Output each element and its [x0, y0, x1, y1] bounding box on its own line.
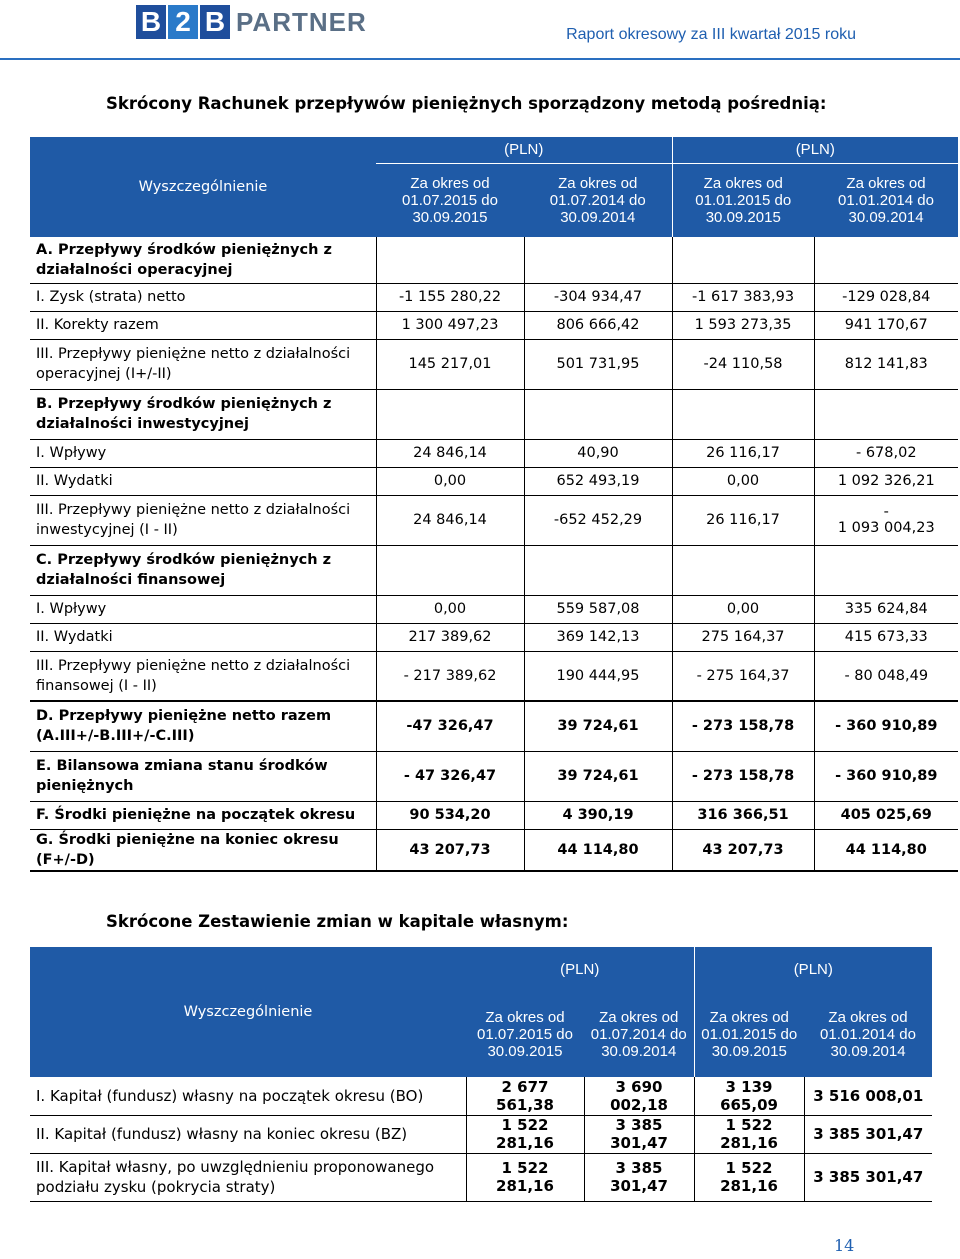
cash-flow-value [672, 545, 814, 595]
cash-flow-value: 40,90 [524, 439, 672, 467]
equity-currency-left: (PLN) [466, 947, 694, 991]
cash-flow-value: 4 390,19 [524, 801, 672, 829]
b2b-partner-logo [136, 4, 367, 40]
cash-flow-row-label: I. Wpływy [30, 595, 376, 623]
cash-flow-value: - 275 164,37 [672, 651, 814, 701]
equity-changes-title: Skrócone Zestawienie zmian w kapitale własnym: [106, 912, 569, 931]
cash-flow-value: 316 366,51 [672, 801, 814, 829]
cash-flow-value: 1 300 497,23 [376, 311, 524, 339]
cash-flow-value: -1 155 280,22 [376, 283, 524, 311]
logo-letter-b2: B [200, 5, 230, 39]
cash-flow-row [30, 651, 958, 701]
equity-period-header: Za okres od 01.01.2015 do 30.09.2015 [694, 991, 804, 1077]
cash-flow-column-label: Wyszczególnienie [30, 137, 376, 237]
cash-flow-row-label: II. Wydatki [30, 623, 376, 651]
cash-flow-value: 26 116,17 [672, 439, 814, 467]
cash-flow-value: 43 207,73 [672, 829, 814, 871]
cash-flow-value [524, 237, 672, 283]
cash-flow-value: 652 493,19 [524, 467, 672, 495]
cash-flow-row-label: II. Korekty razem [30, 311, 376, 339]
cash-flow-value: - 360 910,89 [814, 701, 958, 751]
cash-flow-value [814, 545, 958, 595]
cash-flow-row [30, 311, 958, 339]
cash-flow-value [672, 237, 814, 283]
cash-flow-value [814, 389, 958, 439]
cash-flow-row [30, 495, 958, 545]
cash-flow-value: 941 170,67 [814, 311, 958, 339]
logo-text: PARTNER [236, 6, 367, 37]
equity-currency-right: (PLN) [694, 947, 932, 991]
cash-flow-row-label: F. Środki pieniężne na początek okresu [30, 801, 376, 829]
equity-row-label: I. Kapitał (fundusz) własny na początek okresu (BO) [30, 1077, 466, 1115]
cash-flow-row-label: E. Bilansowa zmiana stanu środków pieniężnych [30, 751, 376, 801]
cash-flow-value: -1 617 383,93 [672, 283, 814, 311]
cash-flow-value: 369 142,13 [524, 623, 672, 651]
cash-flow-value [672, 389, 814, 439]
cash-flow-value: 24 846,14 [376, 439, 524, 467]
equity-value: 1 522 281,16 [466, 1153, 584, 1201]
cash-flow-value: -304 934,47 [524, 283, 672, 311]
cash-flow-row [30, 829, 958, 871]
cash-flow-row-label: III. Przepływy pieniężne netto z działalności inwestycyjnej (I - II) [30, 495, 376, 545]
equity-value: 2 677 561,38 [466, 1077, 584, 1115]
report-title: Raport okresowy za III kwartał 2015 roku [566, 26, 856, 43]
cash-flow-value [376, 545, 524, 595]
equity-value: 3 385 301,47 [804, 1153, 932, 1201]
cash-flow-value: - 678,02 [814, 439, 958, 467]
cash-flow-value: 145 217,01 [376, 339, 524, 389]
cash-flow-title: Skrócony Rachunek przepływów pieniężnych sporządzony metodą pośrednią: [106, 94, 827, 113]
cash-flow-table [30, 137, 958, 872]
equity-value: 1 522 281,16 [694, 1115, 804, 1153]
equity-value: 3 385 301,47 [584, 1153, 694, 1201]
cash-flow-value: 0,00 [672, 467, 814, 495]
logo-letter-b: B [136, 5, 166, 39]
cash-flow-row [30, 701, 958, 751]
cash-flow-value: - 217 389,62 [376, 651, 524, 701]
equity-value: 1 522 281,16 [694, 1153, 804, 1201]
cash-flow-period-header: Za okres od 01.07.2014 do 30.09.2014 [524, 163, 672, 237]
cash-flow-value: -24 110,58 [672, 339, 814, 389]
cash-flow-value: - 273 158,78 [672, 701, 814, 751]
cash-flow-currency-right: (PLN) [672, 137, 958, 163]
cash-flow-value: 39 724,61 [524, 751, 672, 801]
cash-flow-row [30, 801, 958, 829]
cash-flow-row [30, 389, 958, 439]
cash-flow-value: 44 114,80 [524, 829, 672, 871]
equity-changes-table [30, 947, 932, 1202]
cash-flow-row-label: C. Przepływy środków pieniężnych z działalności finansowej [30, 545, 376, 595]
cash-flow-value: 43 207,73 [376, 829, 524, 871]
cash-flow-currency-left: (PLN) [376, 137, 672, 163]
cash-flow-value: - 80 048,49 [814, 651, 958, 701]
cash-flow-value: 39 724,61 [524, 701, 672, 751]
equity-currency-row [30, 947, 932, 991]
cash-flow-row-label: B. Przepływy środków pieniężnych z działalności inwestycyjnej [30, 389, 376, 439]
cash-flow-value: 405 025,69 [814, 801, 958, 829]
cash-flow-row-label: II. Wydatki [30, 467, 376, 495]
cash-flow-value: 812 141,83 [814, 339, 958, 389]
cash-flow-value: - 1 093 004,23 [814, 495, 958, 545]
cash-flow-row [30, 623, 958, 651]
cash-flow-row [30, 595, 958, 623]
cash-flow-value [376, 237, 524, 283]
cash-flow-value: 217 389,62 [376, 623, 524, 651]
equity-row-label: III. Kapitał własny, po uwzględnieniu proponowanego podziału zysku (pokrycia straty) [30, 1153, 466, 1201]
logo-digit-2: 2 [168, 5, 198, 39]
cash-flow-value: 1 092 326,21 [814, 467, 958, 495]
cash-flow-row [30, 283, 958, 311]
cash-flow-row [30, 467, 958, 495]
cash-flow-row-label: III. Przepływy pieniężne netto z działalności operacyjnej (I+/-II) [30, 339, 376, 389]
cash-flow-row [30, 237, 958, 283]
equity-period-header: Za okres od 01.07.2014 do 30.09.2014 [584, 991, 694, 1077]
cash-flow-value: 0,00 [376, 467, 524, 495]
cash-flow-value: 26 116,17 [672, 495, 814, 545]
page-number: 14 [834, 1236, 855, 1255]
cash-flow-period-header: Za okres od 01.01.2015 do 30.09.2015 [672, 163, 814, 237]
cash-flow-value: -129 028,84 [814, 283, 958, 311]
equity-column-label: Wyszczególnienie [30, 947, 466, 1077]
equity-value: 3 516 008,01 [804, 1077, 932, 1115]
cash-flow-value: - 273 158,78 [672, 751, 814, 801]
equity-row [30, 1115, 932, 1153]
cash-flow-value: 0,00 [376, 595, 524, 623]
cash-flow-value: - 47 326,47 [376, 751, 524, 801]
cash-flow-value: 335 624,84 [814, 595, 958, 623]
equity-value: 3 385 301,47 [804, 1115, 932, 1153]
cash-flow-value: 559 587,08 [524, 595, 672, 623]
equity-period-header: Za okres od 01.01.2014 do 30.09.2014 [804, 991, 932, 1077]
cash-flow-row [30, 545, 958, 595]
cash-flow-value: 501 731,95 [524, 339, 672, 389]
cash-flow-row [30, 439, 958, 467]
cash-flow-value [376, 389, 524, 439]
equity-row [30, 1077, 932, 1115]
cash-flow-value: 24 846,14 [376, 495, 524, 545]
cash-flow-row [30, 751, 958, 801]
cash-flow-value: 90 534,20 [376, 801, 524, 829]
cash-flow-value: 415 673,33 [814, 623, 958, 651]
cash-flow-row-label: D. Przepływy pieniężne netto razem (A.III+/-B.III+/-C.III) [30, 701, 376, 751]
cash-flow-row-label: I. Wpływy [30, 439, 376, 467]
cash-flow-period-header: Za okres od 01.07.2015 do 30.09.2015 [376, 163, 524, 237]
equity-row-label: II. Kapitał (fundusz) własny na koniec okresu (BZ) [30, 1115, 466, 1153]
equity-period-header: Za okres od 01.07.2015 do 30.09.2015 [466, 991, 584, 1077]
cash-flow-value: - 360 910,89 [814, 751, 958, 801]
cash-flow-value: 806 666,42 [524, 311, 672, 339]
cash-flow-value [814, 237, 958, 283]
cash-flow-value: 190 444,95 [524, 651, 672, 701]
cash-flow-value: -652 452,29 [524, 495, 672, 545]
cash-flow-value [524, 545, 672, 595]
equity-value: 3 139 665,09 [694, 1077, 804, 1115]
cash-flow-value: 1 593 273,35 [672, 311, 814, 339]
cash-flow-row-label: III. Przepływy pieniężne netto z działalności finansowej (I - II) [30, 651, 376, 701]
cash-flow-value: 0,00 [672, 595, 814, 623]
cash-flow-value: 44 114,80 [814, 829, 958, 871]
cash-flow-row-label: A. Przepływy środków pieniężnych z działalności operacyjnej [30, 237, 376, 283]
cash-flow-row [30, 339, 958, 389]
cash-flow-period-header: Za okres od 01.01.2014 do 30.09.2014 [814, 163, 958, 237]
cash-flow-row-label: I. Zysk (strata) netto [30, 283, 376, 311]
equity-value: 3 385 301,47 [584, 1115, 694, 1153]
cash-flow-value: 275 164,37 [672, 623, 814, 651]
cash-flow-row-label: G. Środki pieniężne na koniec okresu (F+/-D) [30, 829, 376, 871]
equity-value: 1 522 281,16 [466, 1115, 584, 1153]
cash-flow-value: -47 326,47 [376, 701, 524, 751]
equity-row [30, 1153, 932, 1201]
header-divider [0, 58, 960, 60]
equity-value: 3 690 002,18 [584, 1077, 694, 1115]
cash-flow-value [524, 389, 672, 439]
cash-flow-currency-row [30, 137, 958, 163]
